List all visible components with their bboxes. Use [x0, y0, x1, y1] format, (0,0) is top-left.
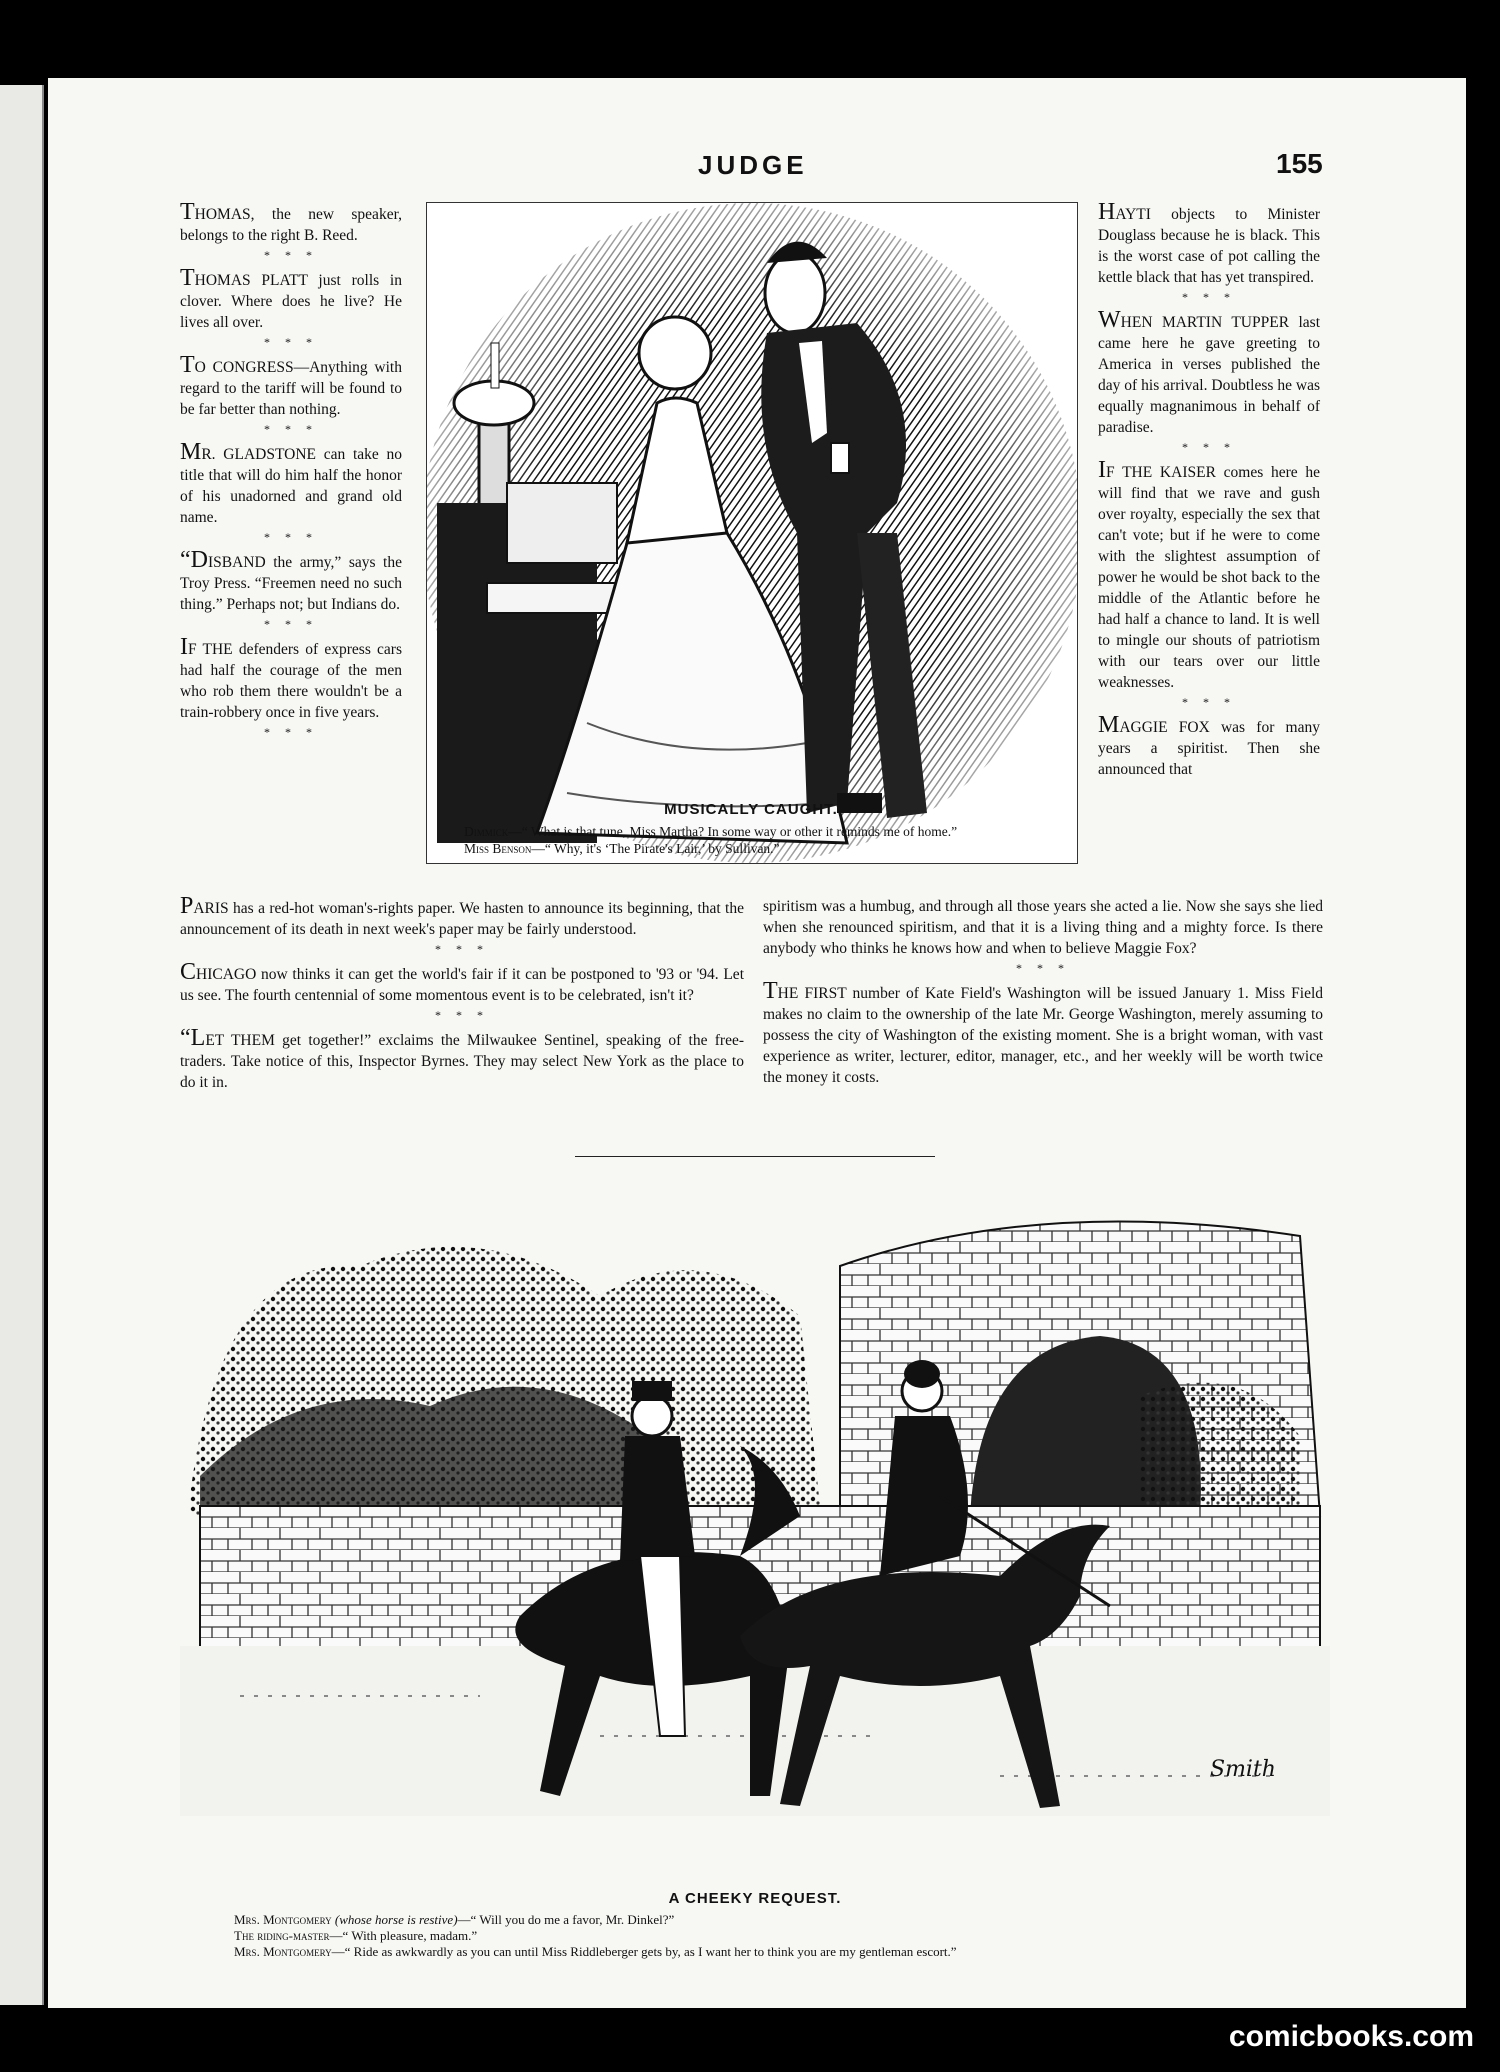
separator: * * * [1182, 695, 1236, 709]
paragraph: TO CONGRESS—Anything with regard to the tariff will be found to be far better than nothing. [180, 352, 402, 418]
piano-drawing [427, 203, 1077, 863]
artist-signature: Smith [1210, 1757, 1276, 1782]
speaker: Dimmick [464, 824, 509, 839]
paragraph: THOMAS, the new speaker, belongs to the right B. Reed. [180, 199, 402, 244]
separator: * * * [264, 617, 318, 631]
speaker: Mrs. Montgomery [234, 1912, 332, 1927]
paragraph: “DISBAND the army,” says the Troy Press. “Freemen need no such thing.” Perhaps not; but Indians do. [180, 547, 402, 613]
paragraph: CHICAGO now thinks it can get the world's fair if it can be postponed to '93 or '94. Let us see. The fourth centennial of some momentous event is to be celebrated, isn't it? [180, 959, 744, 1004]
riders-drawing [180, 1176, 1330, 1876]
masthead: JUDGE [698, 150, 808, 180]
paragraph: THE FIRST number of Kate Field's Washington will be issued January 1. Miss Field makes no claim to the ownership of the late Mr. George Washington, merely assuming to possess the city of Washington of the existing moment. She is a bright woman, with vast experience as writer, lecturer, editor, manager, etc., and her weekly will be worth twice the money it costs. [763, 978, 1323, 1086]
page-number: 155 [1276, 148, 1323, 179]
magazine-page [48, 78, 1466, 2008]
separator: * * * [264, 248, 318, 262]
cartoon-title: A CHEEKY REQUEST. [668, 1890, 842, 1907]
lower-right-column [763, 896, 1323, 1088]
separator: * * * [264, 530, 318, 544]
site-watermark: comicbooks.com [1228, 2020, 1474, 2053]
paragraph: “LET THEM get together!” exclaims the Milwaukee Sentinel, speaking of the free-traders. Take notice of this, Inspector Byrnes. They may select New York as the place to do it in. [180, 1025, 744, 1091]
separator: * * * [264, 422, 318, 436]
riders-illustration [180, 1176, 1330, 1876]
paragraph: IF THE KAISER comes here he will find that we rave and gush over royalty, especially the sex that can't vote; but if he were to come with the slightest assumption of power he would be shot back to the middle of the Atlantic before he had half a chance to land. It is well to mingle our shouts of patriotism with our tears over our little weaknesses. [1098, 457, 1320, 691]
cartoon-dialogue: Mrs. Montgomery (whose horse is restive)—“ Will you do me a favor, Mr. Dinkel?” The riding-master—“ With pleasure, madam.” Mrs. Montgomery—“ Ride as awkwardly as you can until Miss Riddleberger gets by, as I want her to think you are my gentleman escort.” [234, 1912, 957, 1959]
section-divider [575, 1156, 935, 1157]
separator: * * * [435, 942, 489, 956]
paragraph: spiritism was a humbug, and through all those years she acted a lie. Now she says she lied when she renounced spiritism, and that it is a living thing and a mighty force. Is there anybody who thinks he knows how and when to believe Maggie Fox? [763, 898, 1323, 957]
cartoon-dialogue: Dimmick—“ What is that tune, Miss Martha? In some way or other it reminds me of home.” Miss Benson—“ Why, it's ‘The Pirate's Lair,’ by Sullivan.” [464, 824, 958, 856]
speaker: Miss Benson [464, 841, 532, 856]
cartoon-title: MUSICALLY CAUGHT. [664, 801, 838, 818]
speaker: The riding-master [234, 1928, 330, 1943]
piano-illustration [426, 202, 1078, 864]
paragraph: PARIS has a red-hot woman's-rights paper. We hasten to announce its beginning, that the announcement of its death in next week's paper may be fairly understood. [180, 893, 744, 938]
right-column [1098, 199, 1320, 780]
separator: * * * [264, 335, 318, 349]
lower-left-column [180, 893, 744, 1093]
paragraph: WHEN MARTIN TUPPER last came here he gave greeting to America in verses published the day of his arrival. Doubtless he was equally magnanimous in behalf of paradise. [1098, 307, 1320, 436]
paragraph: IF THE defenders of express cars had half the courage of the men who rob them there wouldn't be a train-robbery once in five years. [180, 634, 402, 721]
speaker: Mrs. Montgomery [234, 1944, 332, 1959]
separator: * * * [1016, 961, 1070, 975]
separator: * * * [1182, 290, 1236, 304]
separator: * * * [264, 725, 318, 739]
separator: * * * [435, 1008, 489, 1022]
paragraph: MR. GLADSTONE can take no title that will do him half the honor of his unadorned and grand old name. [180, 439, 402, 526]
separator: * * * [1182, 440, 1236, 454]
paragraph: HAYTI objects to Minister Douglass because he is black. This is the worst case of pot calling the kettle black that has yet transpired. [1098, 199, 1320, 286]
adjacent-page-edge [0, 85, 44, 2005]
paragraph: THOMAS PLATT just rolls in clover. Where does he live? He lives all over. [180, 265, 402, 331]
paragraph: MAGGIE FOX was for many years a spiritist. Then she announced that [1098, 712, 1320, 778]
left-column [180, 199, 402, 745]
